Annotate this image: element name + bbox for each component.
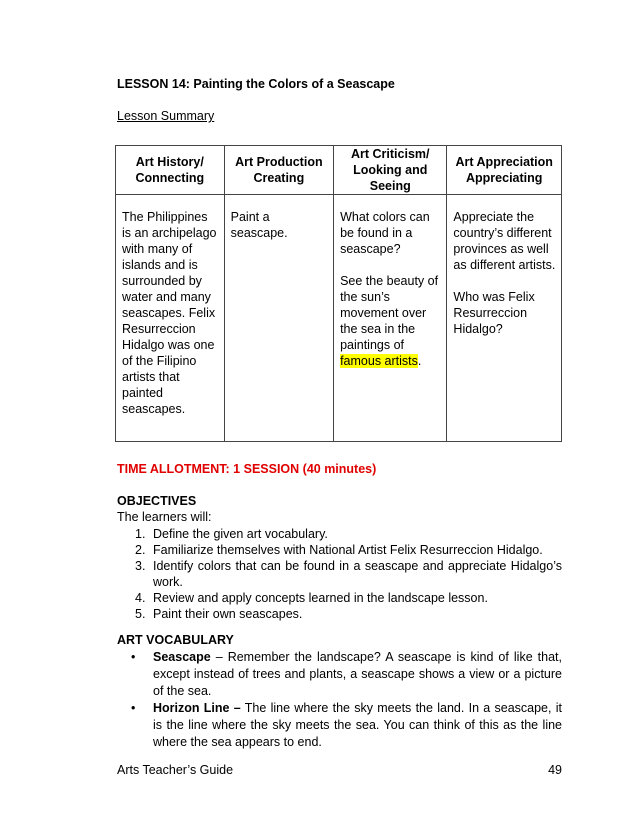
vocab-term: Horizon Line –: [153, 701, 241, 715]
highlighted-text: famous artists: [340, 354, 418, 368]
vocab-definition: The line where the sky meets the land. In a seascape, it is the line where the sky meets the sea. You can think of this as the line where the sea appears to end.: [153, 701, 563, 749]
cell-art-history-text: The Philippines is an archipelago with many of islands and is surrounded by water and many seascapes. Felix Resurreccion Hidalgo was one of the Filipino artists that painted seascapes.: [122, 210, 217, 416]
list-item-text: Define the given art vocabulary.: [153, 527, 328, 541]
list-number: 3.: [135, 559, 146, 573]
criticism-statement: [340, 273, 441, 369]
objectives-list: [117, 526, 562, 622]
header-art-history: Art History/ Connecting: [116, 146, 225, 195]
header-art-criticism: Art Criticism/ Looking and Seeing: [334, 146, 447, 195]
cell-art-production-text: Paint a seascape.: [230, 210, 288, 240]
cell-art-criticism: [334, 195, 447, 442]
appreciation-question: Who was Felix Resurreccion Hidalgo?: [453, 290, 535, 336]
vocab-term: Seascape: [153, 650, 211, 664]
cell-art-history: [116, 195, 225, 442]
footer-guide-title: Arts Teacher’s Guide: [117, 763, 234, 777]
list-item: [117, 649, 562, 700]
bullet-icon: •: [131, 701, 136, 715]
list-item: [117, 606, 562, 622]
criticism-period: .: [417, 354, 422, 368]
list-item-text: Paint their own seascapes.: [153, 607, 303, 621]
list-item: [117, 590, 562, 606]
list-item-text: Identify colors that can be found in a seascape and appreciate Hidalgo’s work.: [153, 559, 562, 589]
list-item-text: Review and apply concepts learned in the landscape lesson.: [153, 591, 488, 605]
table-row: [116, 195, 562, 442]
art-vocabulary-heading: ART VOCABULARY: [117, 633, 234, 647]
list-number: 1.: [135, 527, 146, 541]
criticism-question: What colors can be found in a seascape?: [340, 210, 430, 256]
list-number: 5.: [135, 607, 146, 621]
bullet-icon: •: [131, 650, 136, 664]
list-item: [117, 558, 562, 590]
lesson-summary-heading: Lesson Summary: [117, 109, 215, 123]
header-art-appreciation: Art Appreciation Appreciating: [447, 146, 562, 195]
header-art-production: Art Production Creating: [224, 146, 333, 195]
vocab-definition: – Remember the landscape? A seascape is kind of like that, except instead of trees and plants, a seascape shows a view or a picture of the sea.: [153, 650, 562, 698]
cell-art-production: [224, 195, 333, 442]
objectives-heading: OBJECTIVES: [117, 494, 197, 508]
page-number: 49: [548, 763, 562, 777]
list-number: 2.: [135, 543, 146, 557]
list-item: [117, 700, 562, 751]
table-header-row: [116, 146, 562, 195]
vocabulary-list: [117, 649, 562, 751]
list-item: [117, 542, 562, 558]
time-allotment: TIME ALLOTMENT: 1 SESSION (40 minutes): [117, 462, 377, 476]
objectives-intro: The learners will:: [117, 510, 212, 524]
lesson-title: LESSON 14: Painting the Colors of a Seascape: [117, 77, 395, 91]
cell-art-appreciation: [447, 195, 562, 442]
list-item: [117, 526, 562, 542]
criticism-text: See the beauty of the sun’s movement over the sea in the paintings of: [340, 274, 439, 352]
list-item-text: Familiarize themselves with National Artist Felix Resurreccion Hidalgo.: [153, 543, 543, 557]
list-number: 4.: [135, 591, 146, 605]
appreciation-statement: Appreciate the country’s different provinces as well as different artists.: [453, 210, 556, 272]
lesson-summary-table: [115, 145, 562, 442]
